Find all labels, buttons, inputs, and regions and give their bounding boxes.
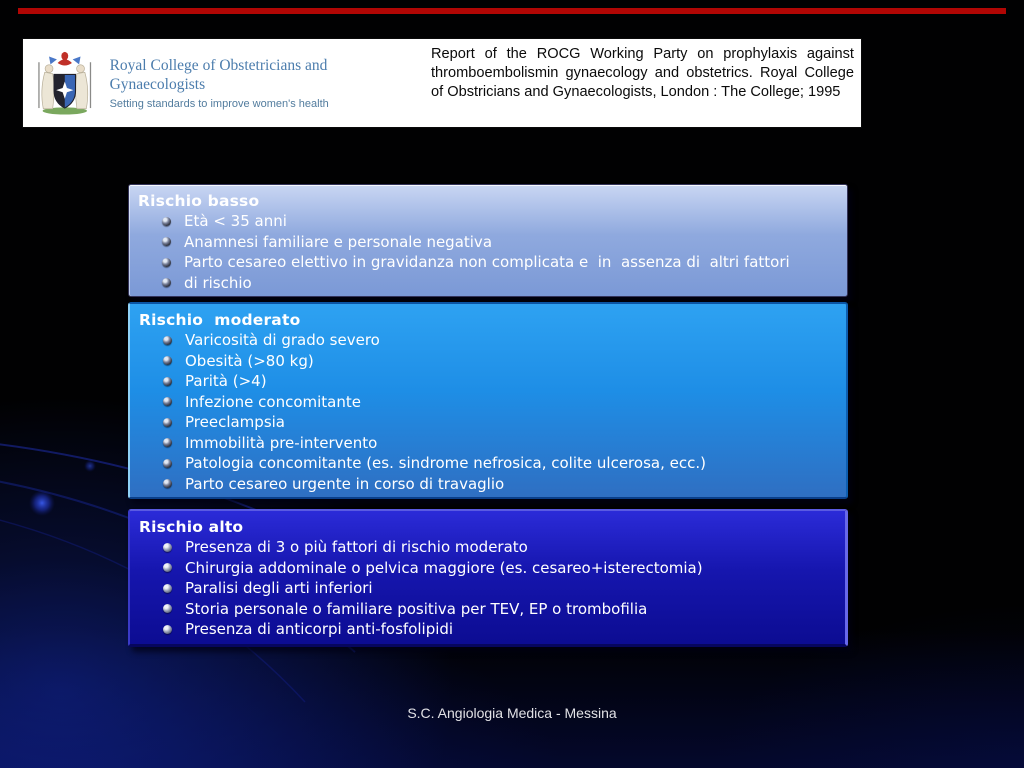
- risk-item-text: Anamnesi familiare e personale negativa: [184, 232, 493, 251]
- risk-item: [162, 273, 839, 294]
- sphere-bullet-icon: [163, 356, 172, 365]
- risk-box-moderate: [128, 302, 848, 499]
- sphere-bullet-icon: [163, 625, 172, 634]
- header-citation-box: [22, 38, 862, 128]
- risk-item-text: Parto cesareo urgente in corso di travaglio: [185, 474, 505, 493]
- risk-item: [163, 412, 838, 433]
- sphere-bullet-icon: [163, 397, 172, 406]
- risk-item-text: Presenza di 3 o più fattori di rischio moderato: [185, 538, 528, 556]
- risk-item-text: Chirurgia addominale o pelvica maggiore (es. cesareo+isterectomia): [185, 558, 703, 577]
- college-crest-icon: [29, 43, 101, 123]
- sphere-bullet-icon: [162, 278, 171, 287]
- risk-item-list: [130, 536, 845, 640]
- risk-item: [163, 453, 838, 474]
- risk-item-text: Età < 35 anni: [184, 212, 287, 230]
- risk-item-text: Presenza di anticorpi anti-fosfolipidi: [185, 620, 454, 638]
- risk-item: [163, 351, 838, 372]
- risk-box-title: Rischio alto: [139, 518, 244, 536]
- risk-box-title: Rischio moderato: [139, 311, 301, 329]
- risk-item: [163, 474, 838, 495]
- risk-item: [163, 330, 838, 351]
- risk-item: [163, 599, 837, 620]
- risk-item-text: Varicosità di grado severo: [185, 331, 380, 349]
- risk-item-list: [130, 329, 846, 494]
- risk-item-list: [129, 210, 847, 293]
- risk-item-text: Immobilità pre-intervento: [185, 433, 378, 452]
- risk-item: [162, 211, 839, 232]
- report-citation: Report of the ROCG Working Party on prophylaxis against thromboembolismin gynaecology and obstetrics. Royal College of Obstricians and Gynaecologists, London : The College; 1995: [431, 46, 854, 100]
- risk-box-low: [128, 184, 848, 297]
- risk-item: [163, 392, 838, 413]
- college-name: Royal College of Obstetricians and Gynaecologists: [109, 57, 328, 93]
- risk-item: [163, 371, 838, 392]
- risk-item: [162, 252, 839, 273]
- risk-item: [163, 537, 837, 558]
- risk-item-text: Patologia concomitante (es. sindrome nefrosica, colite ulcerosa, ecc.): [185, 454, 706, 472]
- risk-box-high: [128, 509, 848, 647]
- sphere-bullet-icon: [163, 479, 172, 488]
- risk-item-text: Paralisi degli arti inferiori: [185, 579, 373, 597]
- risk-item: [163, 619, 837, 640]
- sphere-bullet-icon: [162, 258, 171, 267]
- sphere-bullet-icon: [163, 584, 172, 593]
- risk-item-text: di rischio: [184, 273, 252, 292]
- risk-item: [163, 433, 838, 454]
- sphere-bullet-icon: [163, 543, 172, 552]
- risk-item-text: Parità (>4): [185, 372, 267, 390]
- footer-credit: S.C. Angiologia Medica - Messina: [407, 705, 617, 721]
- risk-item: [163, 558, 837, 579]
- sphere-bullet-icon: [163, 459, 172, 468]
- sphere-bullet-icon: [163, 604, 172, 613]
- sphere-bullet-icon: [163, 438, 172, 447]
- risk-item-text: Preeclampsia: [185, 413, 285, 431]
- sphere-bullet-icon: [163, 336, 172, 345]
- risk-item-text: Infezione concomitante: [185, 392, 361, 411]
- sphere-bullet-icon: [162, 237, 171, 246]
- college-tagline: Setting standards to improve women's health: [109, 98, 329, 110]
- college-logo-text: [110, 56, 425, 110]
- risk-item-text: Storia personale o familiare positiva per TEV, EP o trombofilia: [185, 599, 648, 618]
- risk-item: [163, 578, 837, 599]
- sphere-bullet-icon: [163, 563, 172, 572]
- sphere-bullet-icon: [163, 418, 172, 427]
- college-logo: [23, 39, 427, 127]
- risk-item-text: Obesità (>80 kg): [185, 351, 314, 370]
- risk-box-title: Rischio basso: [138, 192, 260, 210]
- risk-item-text: Parto cesareo elettivo in gravidanza non complicata e in assenza di altri fattori: [184, 253, 790, 271]
- sphere-bullet-icon: [163, 377, 172, 386]
- sphere-bullet-icon: [162, 217, 171, 226]
- risk-item: [162, 232, 839, 253]
- top-accent-bar: [18, 8, 1006, 14]
